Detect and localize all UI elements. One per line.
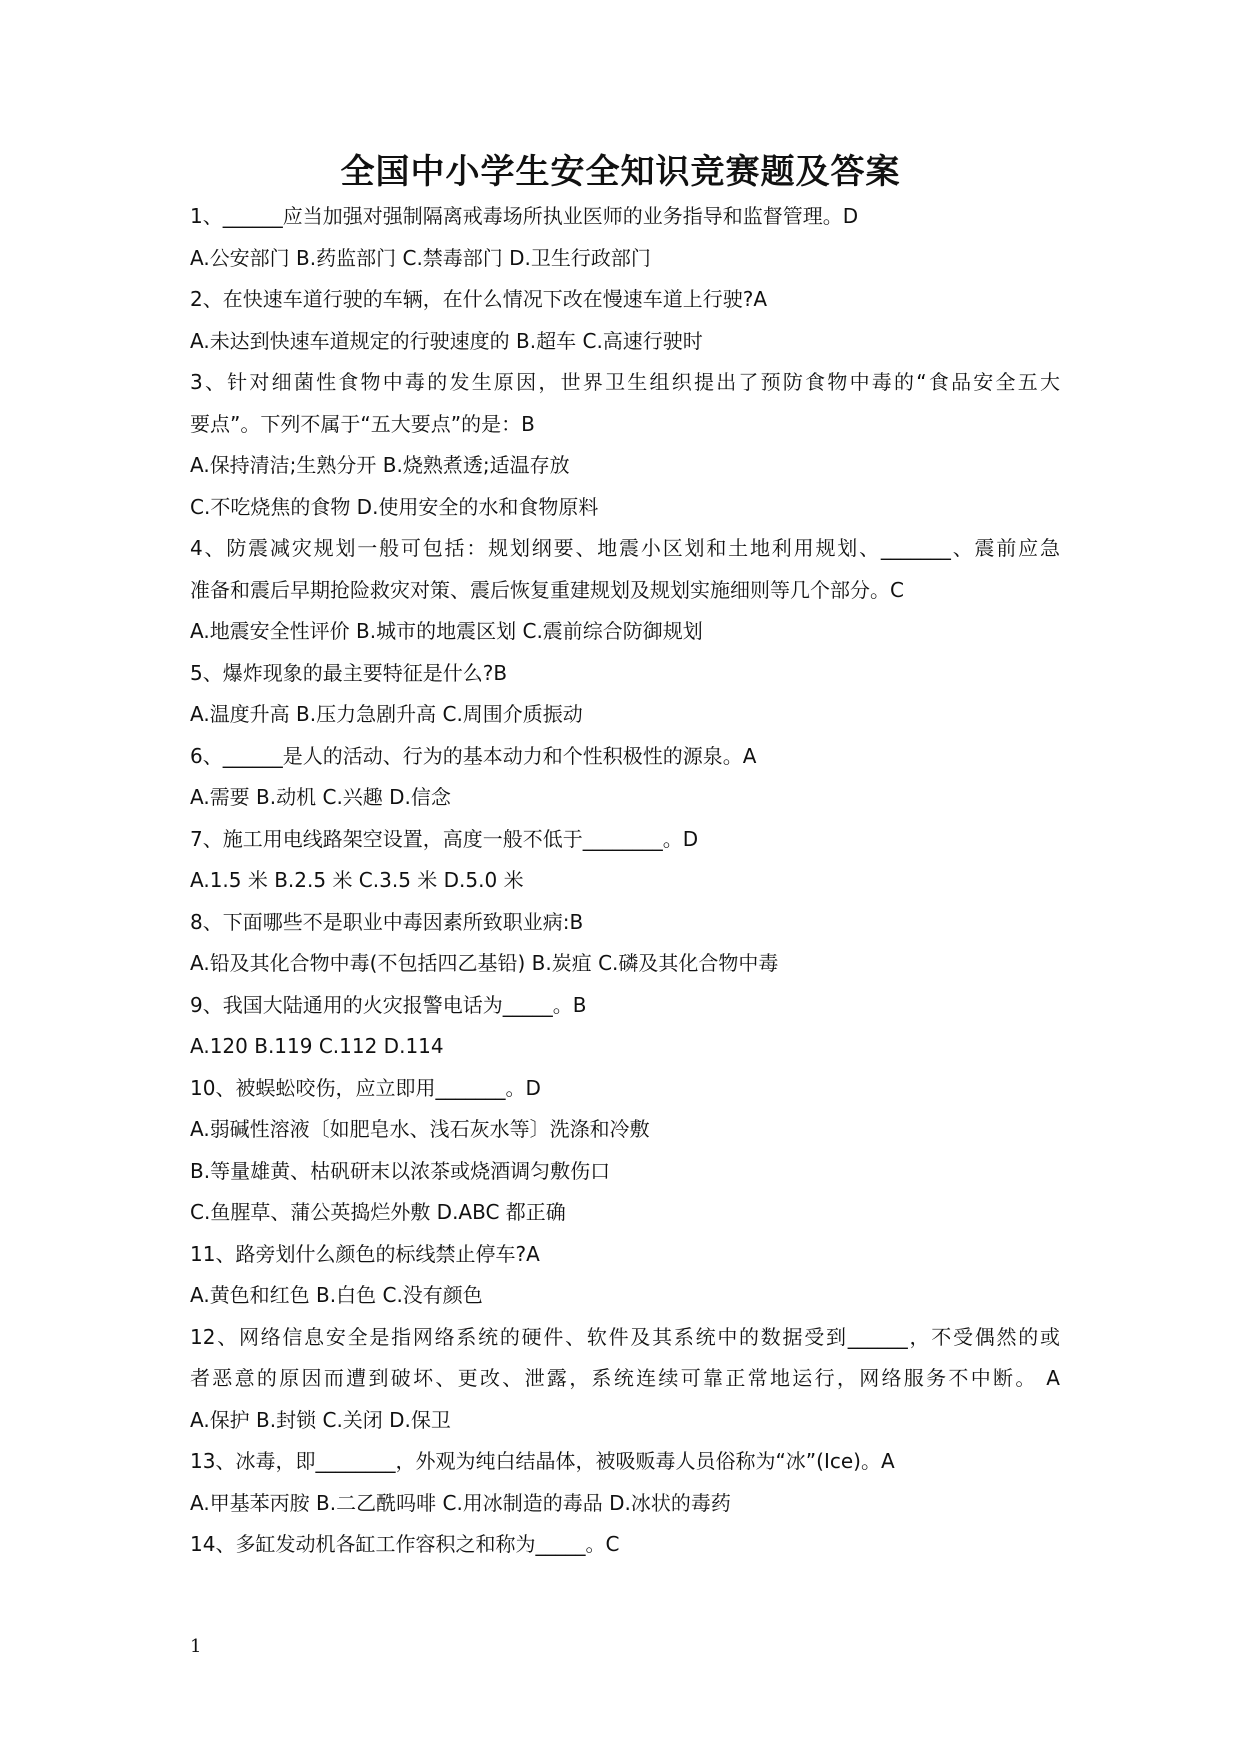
question-13: 13、冰毒，即________，外观为纯白结晶体，被吸贩毒人员俗称为“冰”(Ice)。A bbox=[190, 1449, 895, 1473]
question-8-options: A.铅及其化合物中毒(不包括四乙基铅) B.炭疽 C.磷及其化合物中毒 bbox=[190, 951, 779, 975]
question-11: 11、路旁划什么颜色的标线禁止停车?A bbox=[190, 1241, 540, 1266]
question-10-option-b: B.等量雄黄、枯矾研末以浓茶或烧酒调匀敷伤口 bbox=[190, 1158, 611, 1183]
question-12: 12、网络信息安全是指网络系统的硬件、软件及其系统中的数据受到______，不受偶然的或 bbox=[190, 1324, 1060, 1349]
question-7-options: A.1.5 米 B.2.5 米 C.3.5 米 D.5.0 米 bbox=[190, 868, 524, 892]
question-10: 10、被蜈蚣咬伤，应立即用_______。D bbox=[190, 1075, 541, 1100]
question-10-option-a: A.弱碱性溶液〔如肥皂水、浅石灰水等〕洗涤和冷敷 bbox=[190, 1117, 650, 1141]
question-14: 14、多缸发动机各缸工作容积之和称为_____。C bbox=[190, 1532, 620, 1556]
question-3-options: A.保持清洁;生熟分开 B.烧熟煮透;适温存放 bbox=[190, 453, 570, 477]
question-12-options: A.保护 B.封锁 C.关闭 D.保卫 bbox=[190, 1407, 451, 1432]
question-3-continued: 要点”。下列不属于“五大要点”的是：B bbox=[190, 411, 535, 436]
question-4-options: A.地震安全性评价 B.城市的地震区划 C.震前综合防御规划 bbox=[190, 619, 703, 643]
question-5: 5、爆炸现象的最主要特征是什么?B bbox=[190, 660, 508, 685]
question-2: 2、在快速车道行驶的车辆，在什么情况下改在慢速车道上行驶?A bbox=[190, 287, 768, 311]
question-1: 1、______应当加强对强制隔离戒毒场所执业医师的业务指导和监督管理。D bbox=[190, 204, 859, 228]
question-4-continued: 准备和震后早期抢险救灾对策、震后恢复重建规划及规划实施细则等几个部分。C bbox=[190, 577, 904, 602]
question-6-options: A.需要 B.动机 C.兴趣 D.信念 bbox=[190, 785, 451, 809]
question-list bbox=[190, 196, 1060, 1566]
question-9: 9、我国大陆通用的火灾报警电话为_____。B bbox=[190, 992, 587, 1017]
question-3-options-continued: C.不吃烧焦的食物 D.使用安全的水和食物原料 bbox=[190, 494, 599, 519]
question-4: 4、防震减灾规划一般可包括：规划纲要、地震小区划和土地利用规划、_______、震前应急 bbox=[190, 536, 1060, 560]
question-7: 7、施工用电线路架空设置，高度一般不低于________。D bbox=[190, 826, 699, 851]
question-9-options: A.120 B.119 C.112 D.114 bbox=[190, 1034, 444, 1058]
question-11-options: A.黄色和红色 B.白色 C.没有颜色 bbox=[190, 1283, 483, 1307]
question-3: 3、针对细菌性食物中毒的发生原因，世界卫生组织提出了预防食物中毒的“食品安全五大 bbox=[190, 370, 1060, 394]
page-title: 全国中小学生安全知识竞赛题及答案 bbox=[340, 152, 901, 192]
question-2-options: A.未达到快速车道规定的行驶速度的 B.超车 C.高速行驶时 bbox=[190, 328, 703, 353]
question-6: 6、______是人的活动、行为的基本动力和个性积极性的源泉。A bbox=[190, 743, 757, 768]
question-8: 8、下面哪些不是职业中毒因素所致职业病:B bbox=[190, 909, 584, 934]
question-1-options: A.公安部门 B.药监部门 C.禁毒部门 D.卫生行政部门 bbox=[190, 245, 651, 270]
question-13-options: A.甲基苯丙胺 B.二乙酰吗啡 C.用冰制造的毒品 D.冰状的毒药 bbox=[190, 1490, 731, 1515]
question-12-continued: 者恶意的原因而遭到破坏、更改、泄露，系统连续可靠正常地运行，网络服务不中断。 A bbox=[190, 1366, 1060, 1390]
page-number: 1 bbox=[190, 1636, 202, 1657]
question-10-option-cd: C.鱼腥草、蒲公英捣烂外敷 D.ABC 都正确 bbox=[190, 1200, 566, 1224]
question-5-options: A.温度升高 B.压力急剧升高 C.周围介质振动 bbox=[190, 702, 583, 726]
